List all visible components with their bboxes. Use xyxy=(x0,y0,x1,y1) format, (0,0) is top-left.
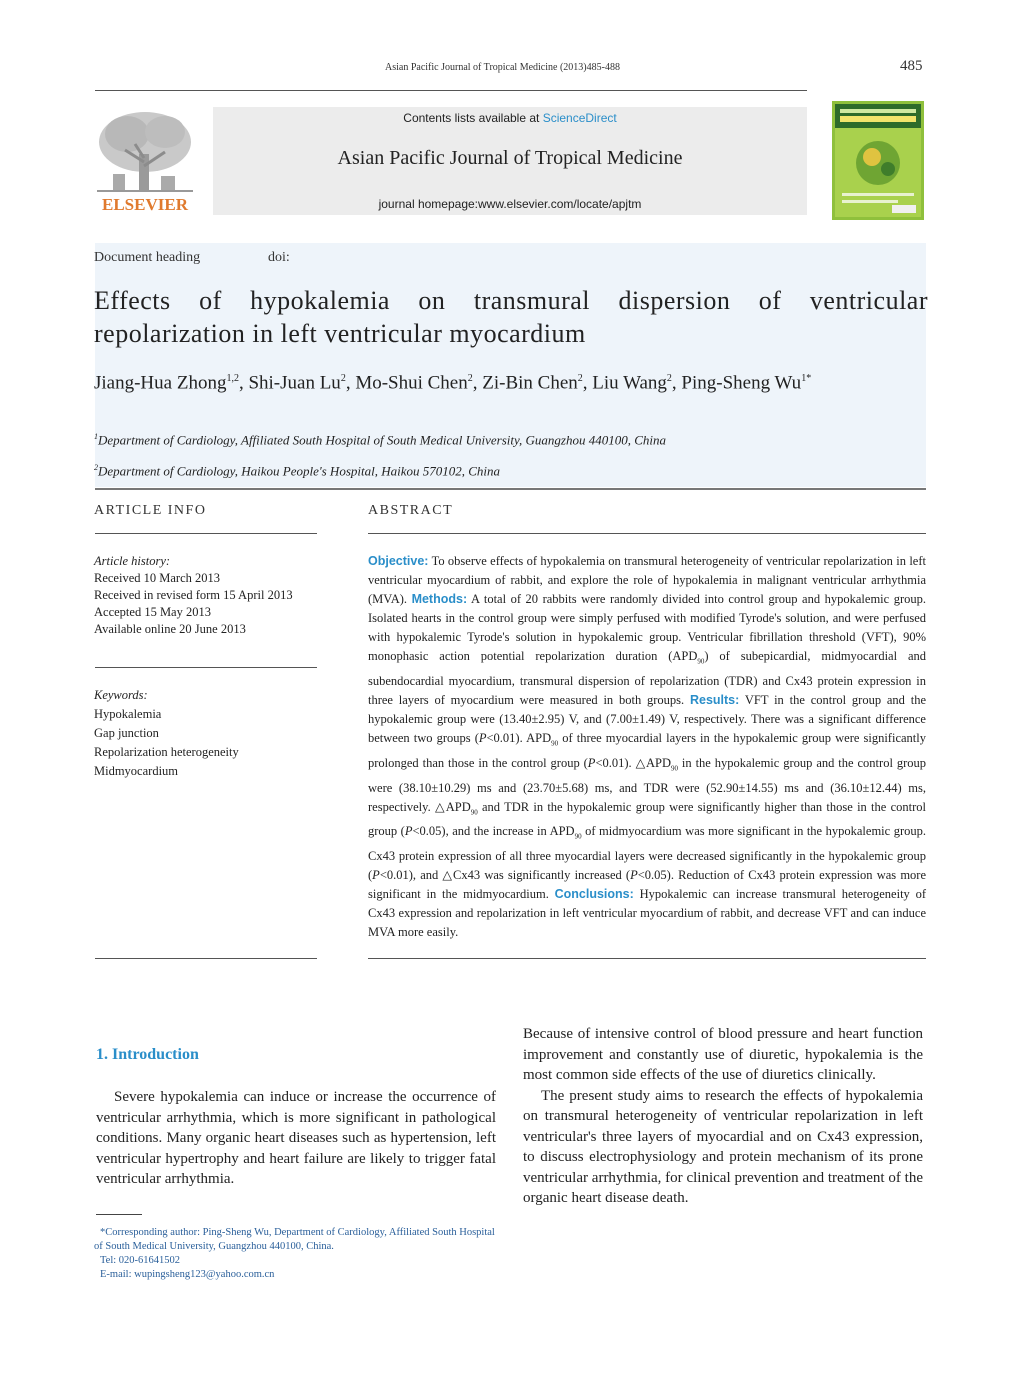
paragraph: Because of intensive control of blood pressure and heart function improvement and constantly use of diuretic, hypokalemia is the most common side effects of the use of diuretics clinically. xyxy=(523,1026,923,1083)
subscript: 90 xyxy=(574,832,582,841)
history-item: Received 10 March 2013 xyxy=(94,571,221,585)
journal-cover-thumbnail xyxy=(832,101,924,220)
author-name: Jiang-Hua Zhong xyxy=(94,372,227,394)
body-column-left xyxy=(96,1087,496,1190)
article-history xyxy=(94,553,293,638)
author-name: Shi-Juan Lu xyxy=(248,372,341,394)
article-title: Effects of hypokalemia on transmural dispersion of ventricular repolarization in left ventricular myocardium xyxy=(94,286,928,348)
info-rule xyxy=(95,667,317,668)
results-label: Results: xyxy=(689,693,740,708)
p-symbol: P xyxy=(372,867,380,882)
results-text: <0.05), and the increase in APD xyxy=(412,824,575,839)
journal-banner xyxy=(213,107,807,215)
methods-text: A total of 20 rabbits were randomly divided into control group and hypokalemic group. Isolated hearts in the control group were simply perfused with modified Tyrode's solution, and were perfused with hypokalemic Tyrode's solution in hypokalemic group. Ventricular fibrillation threshold (VFT), 90% monophasic action potential repolarization duration (APD xyxy=(368,592,927,664)
email[interactable]: E-mail: wupingsheng123@yahoo.com.cn xyxy=(100,1269,275,1280)
running-head: Asian Pacific Journal of Tropical Medicine (2013)485-488 xyxy=(385,62,620,73)
results-text: of midmyocardium was more significant in the hypokalemic group. Cx43 protein expression of all three myocardial layers were decreased significantly in the hypokalemic group ( xyxy=(368,824,926,882)
section-heading: 1. Introduction xyxy=(96,1046,199,1063)
results-text: <0.05). Reduction of Cx43 protein expression was more significant in the midmyocardium. xyxy=(368,867,926,901)
affiliation xyxy=(94,463,500,479)
keyword: Hypokalemia xyxy=(94,707,162,721)
p-symbol: P xyxy=(587,755,596,770)
affiliation xyxy=(94,432,666,448)
methods-text: ) of subepicardial, midmyocardial and subendocardial myocardium, transmural dispersion of repolarization (TDR) and Cx43 protein expression in three layers of myocardium were measured in both groups. xyxy=(368,649,926,708)
keyword: Midmyocardium xyxy=(94,764,179,778)
results-text: VFT in the control group and the hypokalemic group were (13.40±2.95) V, and (7.00±1.49) V, respectively. There was a significant difference between two groups ( xyxy=(368,693,927,746)
corresponding-author: *Corresponding author: Ping-Sheng Wu, Department of Cardiology, Affiliated South Hospital of South Medical University, Guangzhou 440100, China. xyxy=(94,1227,495,1252)
author-name: Zi-Bin Chen xyxy=(482,372,578,394)
document-heading: Document heading xyxy=(94,250,201,265)
conclusions-label: Conclusions: xyxy=(554,887,634,901)
author-affil-sup: 2 xyxy=(577,373,583,384)
body-column-right xyxy=(523,1024,923,1209)
affiliation-sup: 2 xyxy=(94,463,98,472)
p-symbol: P xyxy=(630,867,638,882)
article-info-heading: ARTICLE INFO xyxy=(94,503,207,518)
info-rule xyxy=(95,958,317,959)
subscript: 90 xyxy=(671,764,678,773)
page-number: 485 xyxy=(900,58,923,74)
author-list: Jiang-Hua Zhong$^{1,2}$, Shi-Juan Lu$^2$, Mo-Shui Chen$^2$, Zi-Bin Chen$^2$, Liu Wang$^2$, Ping-Sheng $Wu^{1*}$ xyxy=(94,372,812,394)
article-heading-band xyxy=(95,243,926,487)
author-name: Liu Wang xyxy=(592,372,667,394)
contents-line xyxy=(213,111,807,125)
author-affil-sup: 2 xyxy=(467,373,473,384)
abstract-heading: ABSTRACT xyxy=(368,503,454,518)
footnote xyxy=(94,1226,496,1282)
sciencedirect-link[interactable]: ScienceDirect xyxy=(542,111,617,125)
doi-label: doi: xyxy=(268,250,290,265)
subscript: 90 xyxy=(697,657,705,666)
history-label: Article history: xyxy=(94,554,171,568)
contents-prefix: Contents lists available at xyxy=(403,111,543,125)
journal-homepage[interactable]: journal homepage:www.elsevier.com/locate/apjtm xyxy=(378,197,642,211)
header-rule xyxy=(95,90,807,91)
p-symbol: P xyxy=(404,824,413,839)
history-item: Available online 20 June 2013 xyxy=(94,622,246,636)
abstract-rule xyxy=(368,533,926,534)
keywords xyxy=(94,686,239,781)
affiliation-sup: 1 xyxy=(94,432,98,441)
author-name: Mo-Shui Chen xyxy=(355,372,468,394)
subscript: 90 xyxy=(551,739,559,748)
methods-label: Methods: xyxy=(411,592,468,607)
author-name: Ping-Sheng Wu xyxy=(681,372,802,394)
results-text: <0.01). △APD xyxy=(595,755,671,770)
paragraph: The present study aims to research the effects of hypokalemia on transmural heterogeneity of ventricular repolarization in left ventricular's three layers of myocardial and on Cx43 expression, to discuss electrophysiology and protein mechanism of its prone ventricular arrhythmia, for clinical prevention and treatment of the organic heart disease death. xyxy=(523,1087,923,1206)
section-rule xyxy=(95,488,926,490)
telephone: Tel: 020-61641502 xyxy=(100,1255,181,1266)
results-text: <0.01). APD xyxy=(486,731,552,746)
history-item: Accepted 15 May 2013 xyxy=(94,605,211,619)
journal-name: Asian Pacific Journal of Tropical Medicine xyxy=(337,147,683,169)
affiliation-text: Department of Cardiology, Haikou People's Hospital, Haikou 570102, China xyxy=(98,463,501,479)
history-item: Received in revised form 15 April 2013 xyxy=(94,588,293,602)
results-text: <0.01), and △Cx43 was significantly increased ( xyxy=(379,867,631,882)
conclusions-text: Hypokalemic can increase transmural heterogeneity of Cx43 expression and repolarization in left ventricular myocardium of rabbit, and decrease VFT and can induce MVA more easily. xyxy=(368,887,926,940)
objective-label: Objective: xyxy=(368,554,429,568)
affiliation-text: Department of Cardiology, Affiliated South Hospital of South Medical University, Guangzhou 440100, China xyxy=(98,432,667,448)
author-affil-sup: 2 xyxy=(666,373,672,384)
results-text: in the hypokalemic group and the control group were (38.10±10.29) ms and (23.70±5.68) ms, and TDR were (52.90±14.55) ms and (36.10±12.44) ms, respectively. △APD xyxy=(368,755,926,814)
objective-text: To observe effects of hypokalemia on transmural heterogeneity of ventricular repolarization in left ventricular myocardium of rabbit, and explore the role of hypokalemia in malignant ventricular arrhythmia (MVA). xyxy=(368,554,926,607)
abstract-rule xyxy=(368,958,926,959)
author-affil-sup: 1* xyxy=(801,373,812,384)
keyword: Gap junction xyxy=(94,726,159,740)
p-symbol: P xyxy=(478,731,487,746)
footnote-rule xyxy=(96,1214,142,1215)
elsevier-tree-logo xyxy=(95,104,195,216)
abstract-text xyxy=(368,552,926,942)
results-text: of three myocardial layers in the hypokalemic group were significantly prolonged than those in the control group ( xyxy=(368,731,926,770)
author-affil-sup: 1,2 xyxy=(226,373,239,384)
info-rule xyxy=(95,533,317,534)
paragraph: Severe hypokalemia can induce or increase the occurrence of ventricular arrhythmia, which is more significant in pathological conditions. Many organic heart diseases such as hypertension, left ventricular hypertrophy and heart failure are likely to trigger fatal ventricular arrhythmia. xyxy=(96,1089,496,1187)
author-affil-sup: 2 xyxy=(340,373,346,384)
keyword: Repolarization heterogeneity xyxy=(94,745,239,759)
subscript: 90 xyxy=(470,808,478,817)
elsevier-wordmark: ELSEVIER xyxy=(102,195,188,214)
keywords-label: Keywords: xyxy=(94,688,148,702)
results-text: and TDR in the hypokalemic group were significantly higher than those in the control group ( xyxy=(368,799,926,839)
